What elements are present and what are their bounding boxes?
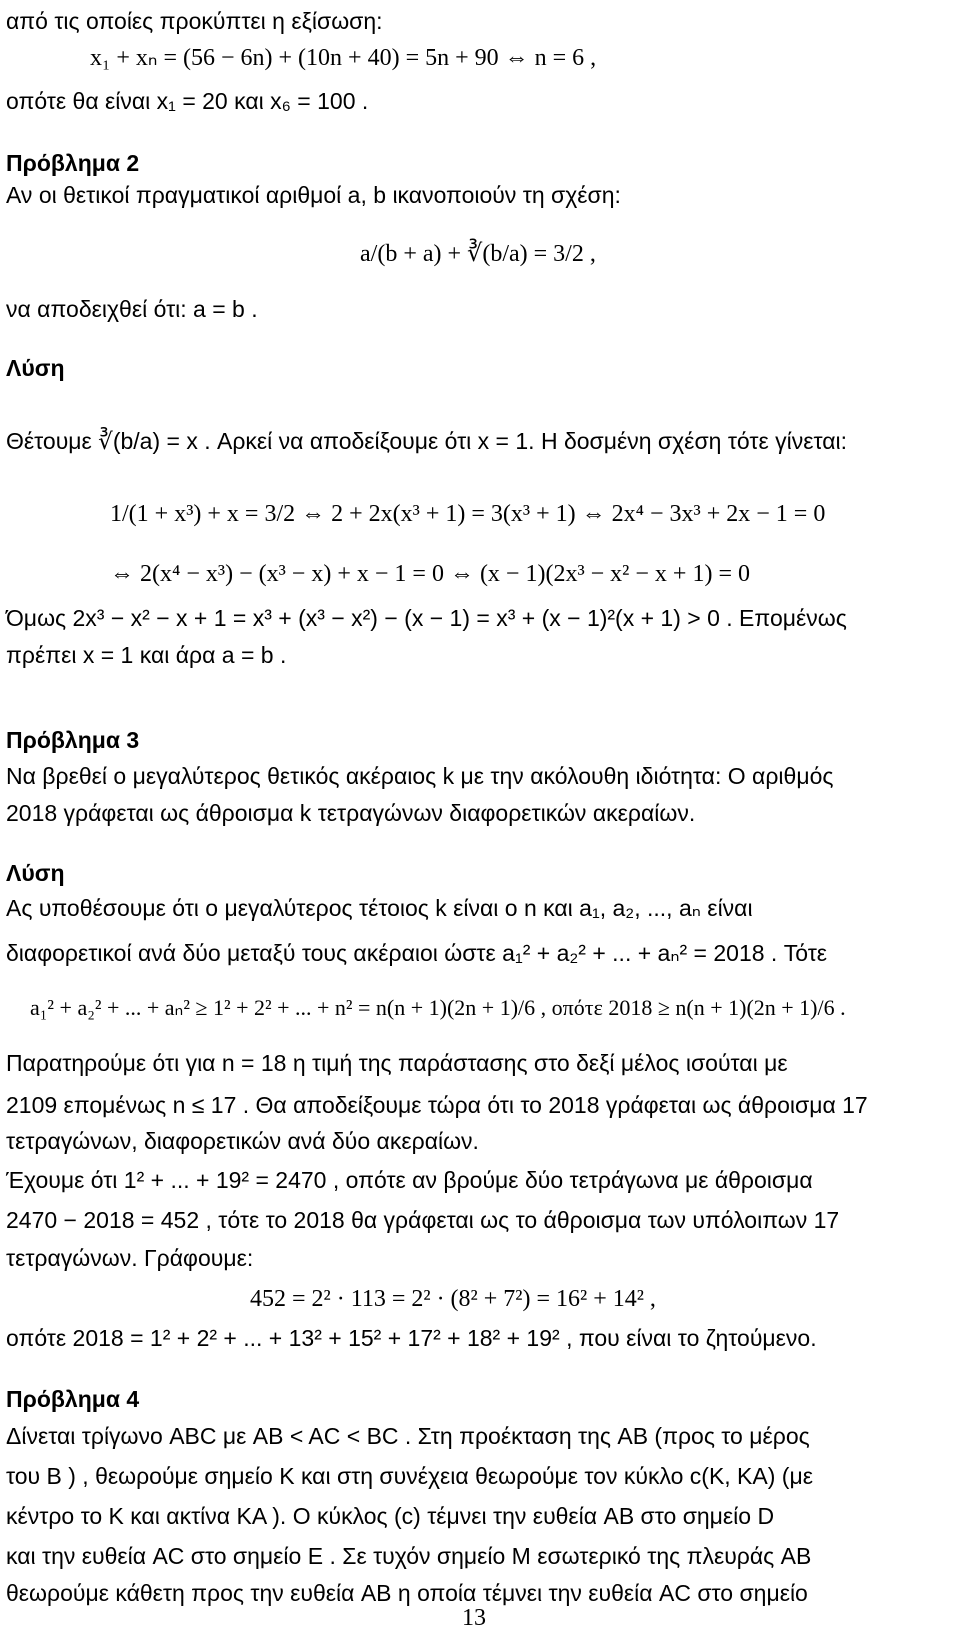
text-line: 2470 − 2018 = 452 , τότε το 2018 θα γράφεται ως το άθροισμα των υπόλοιπων 17 xyxy=(6,1207,840,1233)
equation: 1/(1 + x³) + x = 3/2 ⇔ 2 + 2x(x³ + 1) = 3(x³ + 1) ⇔ 2x⁴ − 3x³ + 2x − 1 = 0 xyxy=(110,501,826,527)
heading-problem-4: Πρόβλημα 4 xyxy=(6,1386,140,1412)
text-line: τετραγώνων, διαφορετικών ανά δύο ακεραίων. xyxy=(6,1128,479,1154)
text-line: Δίνεται τρίγωνο ABC με AB < AC < BC . Στη προέκταση της AB (προς το μέρος xyxy=(6,1423,810,1449)
text-line: Ας υποθέσουμε ότι ο μεγαλύτερος τέτοιος k είναι ο n και a₁, a₂, ..., aₙ είναι xyxy=(6,895,753,921)
heading-solution: Λύση xyxy=(6,355,65,381)
equation: x₁ + xₙ = (56 − 6n) + (10n + 40) = 5n + 90 ⇔ n = 6 , xyxy=(90,45,597,71)
text-line: από τις οποίες προκύπτει η εξίσωση: xyxy=(6,8,383,34)
text-line: Θέτουμε ∛(b/a) = x . Αρκεί να αποδείξουμε ότι x = 1. Η δοσμένη σχέση τότε γίνεται: xyxy=(6,428,848,454)
text-line: διαφορετικοί ανά δύο μεταξύ τους ακέραιοι ώστε a₁² + a₂² + ... + aₙ² = 2018 . Τότε xyxy=(6,940,828,966)
equation: a₁² + a₂² + ... + aₙ² ≥ 1² + 2² + ... + n² = n(n + 1)(2n + 1)/6 , οπότε 2018 ≥ n(n + 1)(2n + 1)/6 . xyxy=(30,995,846,1020)
text-line: και την ευθεία AC στο σημείο E . Σε τυχόν σημείο M εσωτερικό της πλευράς AB xyxy=(6,1543,812,1569)
equation: a/(b + a) + ∛(b/a) = 3/2 , xyxy=(360,241,596,267)
text-line: Παρατηρούμε ότι για n = 18 η τιμή της παράστασης στο δεξί μέλος ισούται με xyxy=(6,1050,788,1076)
text-line: Αν οι θετικοί πραγματικοί αριθμοί a, b ικανοποιούν τη σχέση: xyxy=(6,182,621,208)
text-line: οπότε θα είναι x₁ = 20 και x₆ = 100 . xyxy=(6,88,369,114)
text-line: οπότε 2018 = 1² + 2² + ... + 13² + 15² + 17² + 18² + 19² , που είναι το ζητούμενο. xyxy=(6,1325,817,1351)
text-line: θεωρούμε κάθετη προς την ευθεία AB η οποία τέμνει την ευθεία AC στο σημείο xyxy=(6,1580,808,1606)
text-line: να αποδειχθεί ότι: a = b . xyxy=(6,296,258,322)
text-line: τετραγώνων. Γράφουμε: xyxy=(6,1245,254,1271)
equation: ⇔ 2(x⁴ − x³) − (x³ − x) + x − 1 = 0 ⇔ (x − 1)(2x³ − x² − x + 1) = 0 xyxy=(110,561,750,587)
heading-solution: Λύση xyxy=(6,860,65,886)
text-line: Όμως 2x³ − x² − x + 1 = x³ + (x³ − x²) − (x − 1) = x³ + (x − 1)²(x + 1) > 0 . Επομένως xyxy=(6,605,847,631)
page-number: 13 xyxy=(462,1605,486,1631)
text-line: 2109 επομένως n ≤ 17 . Θα αποδείξουμε τώρα ότι το 2018 γράφεται ως άθροισμα 17 xyxy=(6,1092,868,1118)
text-line: του B ) , θεωρούμε σημείο K και στη συνέχεια θεωρούμε τον κύκλο c(K, KA) (με xyxy=(6,1463,813,1489)
heading-problem-3: Πρόβλημα 3 xyxy=(6,727,140,753)
heading-problem-2: Πρόβλημα 2 xyxy=(6,150,140,176)
equation: 452 = 2² · 113 = 2² · (8² + 7²) = 16² + 14² , xyxy=(250,1286,656,1312)
text-line: Να βρεθεί ο μεγαλύτερος θετικός ακέραιος k με την ακόλουθη ιδιότητα: Ο αριθμός xyxy=(6,763,834,789)
text-line: πρέπει x = 1 και άρα a = b . xyxy=(6,642,287,668)
text-line: κέντρο το K και ακτίνα KA ). Ο κύκλος (c) τέμνει την ευθεία AB στο σημείο D xyxy=(6,1503,775,1529)
text-line: 2018 γράφεται ως άθροισμα k τετραγώνων διαφορετικών ακεραίων. xyxy=(6,800,696,826)
text-line: Έχουμε ότι 1² + ... + 19² = 2470 , οπότε αν βρούμε δύο τετράγωνα με άθροισμα xyxy=(6,1167,813,1193)
